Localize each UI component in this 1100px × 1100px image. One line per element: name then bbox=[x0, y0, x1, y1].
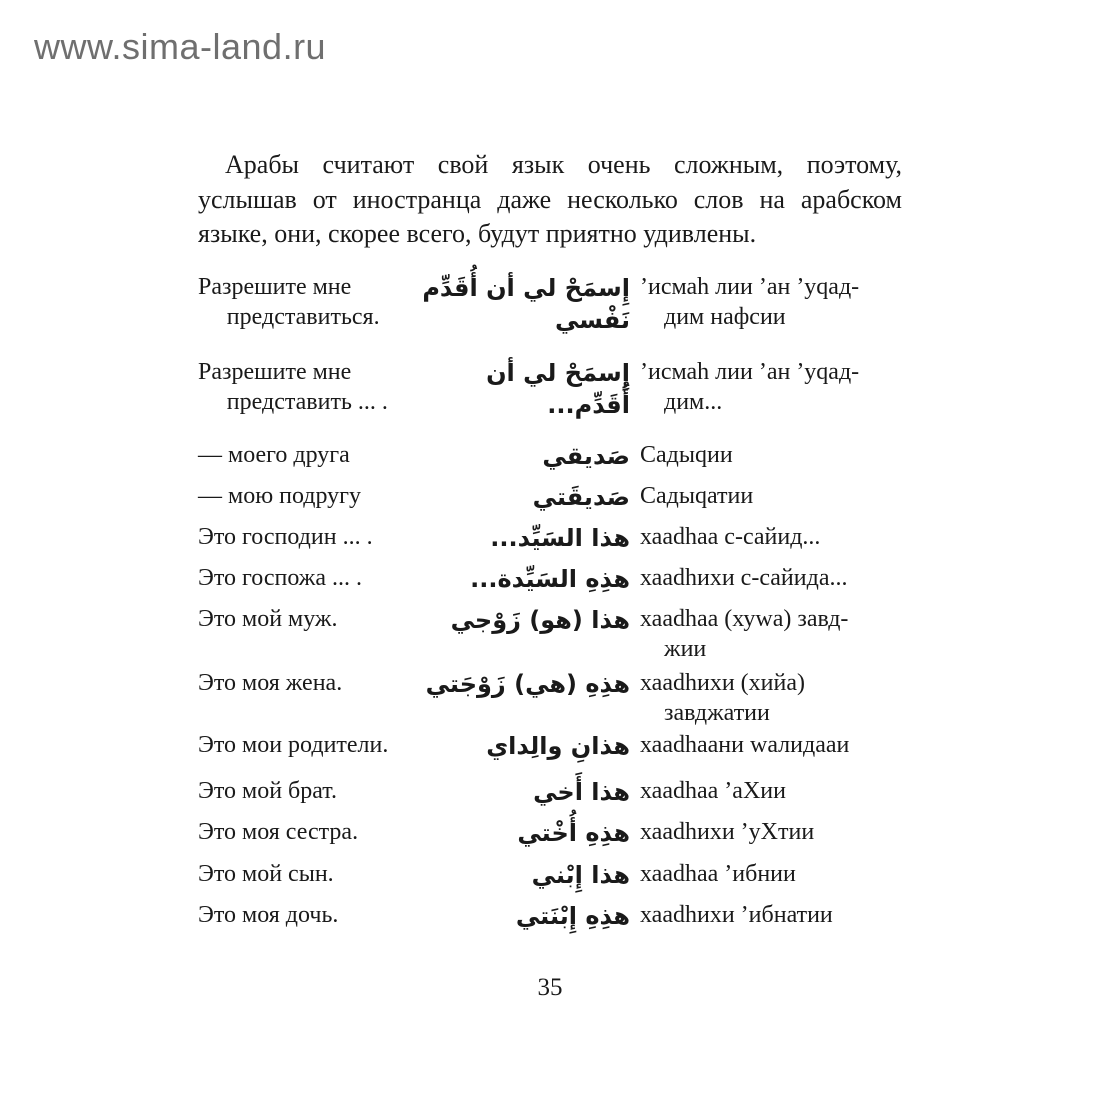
transliteration: хааdhихи ’уХтии bbox=[640, 819, 815, 845]
russian-phrase: Это мои родители. bbox=[198, 732, 389, 758]
arabic-phrase: إِسمَحْ لي أن أُقَدِّم... bbox=[486, 359, 630, 419]
transliteration: Садыqатии bbox=[640, 483, 754, 509]
russian-phrase: Это моя дочь. bbox=[198, 902, 339, 928]
transliteration: хааdhихи ’ибнатии bbox=[640, 902, 833, 928]
phrase-row bbox=[198, 357, 902, 421]
phrase-row bbox=[198, 440, 902, 472]
phrase-row bbox=[198, 563, 902, 595]
arabic-phrase: إِسمَحْ لي أن أُقَدِّم نَفْسي bbox=[422, 274, 630, 334]
phrase-row bbox=[198, 668, 902, 728]
arabic-phrase: هذا (هو) زَوْجي bbox=[450, 606, 630, 634]
transliteration: хааdhихи с-сайида... bbox=[640, 565, 848, 591]
russian-phrase: Это моя сестра. bbox=[198, 819, 359, 845]
russian-phrase: Это госпожа ... . bbox=[198, 565, 362, 591]
phrase-row bbox=[198, 481, 902, 513]
russian-phrase: Это моя жена. bbox=[198, 670, 343, 696]
transliteration: Садыqии bbox=[640, 442, 733, 468]
transliteration: хааdhаа ’аХии bbox=[640, 778, 786, 804]
phrase-row bbox=[198, 859, 902, 891]
arabic-phrase: هذِهِ أُخْتي bbox=[517, 819, 630, 847]
transliteration: ’исмаh лии ’ан ’уqад- дим... bbox=[640, 359, 860, 415]
russian-phrase: — мою подругу bbox=[198, 483, 362, 509]
arabic-phrase: هذا السَيِّد... bbox=[490, 524, 630, 552]
phrase-row bbox=[198, 900, 902, 932]
arabic-phrase: هذِهِ إِبْنَتي bbox=[515, 902, 630, 930]
russian-phrase: Это мой брат. bbox=[198, 778, 337, 804]
phrase-row bbox=[198, 730, 902, 762]
transliteration: хааdhаа (хуwа) завд- жии bbox=[640, 606, 849, 662]
intro-paragraph: Арабы считают свой язык очень сложным, поэтому, услышав от иностранца даже несколько слов на арабском языке, они, скорее всего, будут приятно удивлены. bbox=[198, 150, 902, 248]
transliteration: хааdhаа ’ибнии bbox=[640, 861, 796, 887]
arabic-phrase: هذا إِبْني bbox=[531, 861, 630, 889]
transliteration: хааdhаани wалидааи bbox=[640, 732, 850, 758]
russian-phrase: Разрешите мне представиться. bbox=[198, 274, 380, 330]
arabic-phrase: هذانِ والِداي bbox=[486, 732, 630, 760]
phrasebook-table bbox=[198, 272, 902, 932]
phrase-row bbox=[198, 817, 902, 849]
transliteration: ’исмаh лии ’ан ’уqад- дим нафсии bbox=[640, 274, 860, 330]
transliteration: хааdhихи (хийа) завджатии bbox=[640, 670, 805, 726]
arabic-phrase: صَديقَتي bbox=[532, 483, 630, 511]
page-number: 35 bbox=[537, 974, 563, 1001]
russian-phrase: Это мой сын. bbox=[198, 861, 334, 887]
arabic-phrase: هذِهِ (هي) زَوْجَتي bbox=[425, 670, 630, 698]
russian-phrase: — моего друга bbox=[198, 442, 350, 468]
watermark: www.sima-land.ru bbox=[34, 26, 327, 67]
transliteration: хааdhаа с-сайид... bbox=[640, 524, 821, 550]
russian-phrase: Это мой муж. bbox=[198, 606, 338, 632]
phrase-row bbox=[198, 272, 902, 336]
phrase-row bbox=[198, 522, 902, 554]
russian-phrase: Это господин ... . bbox=[198, 524, 373, 550]
arabic-phrase: هذا أَخي bbox=[533, 778, 630, 806]
phrase-row bbox=[198, 776, 902, 808]
phrase-row bbox=[198, 604, 902, 664]
arabic-phrase: صَديقي bbox=[542, 442, 630, 470]
arabic-phrase: هذِهِ السَيِّدة... bbox=[470, 565, 630, 593]
russian-phrase: Разрешите мне представить ... . bbox=[198, 359, 388, 415]
